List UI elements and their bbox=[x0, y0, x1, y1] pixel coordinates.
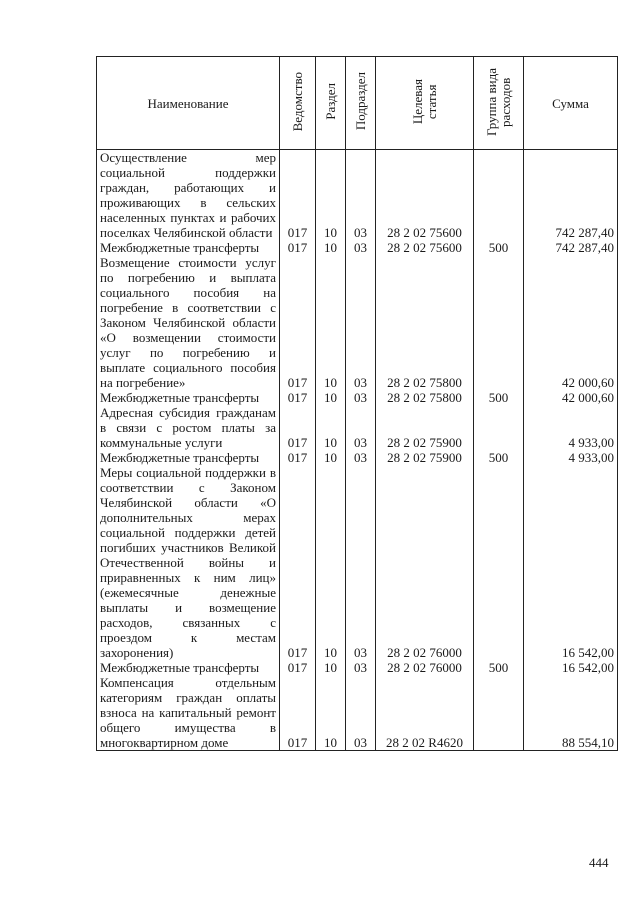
cell-tselevaya-statya: 28 2 02 75600 bbox=[376, 150, 474, 241]
cell-vedomstvo: 017 bbox=[280, 450, 316, 465]
cell-summa: 4 933,00 bbox=[524, 450, 618, 465]
cell-summa: 742 287,40 bbox=[524, 150, 618, 241]
cell-name: Осуществление мер социальной поддержки граждан, работающих и проживающих в сельских населенных пунктах и рабочих поселках Челябинской области bbox=[97, 150, 280, 241]
cell-podrazdel: 03 bbox=[346, 150, 376, 241]
cell-tselevaya-statya: 28 2 02 76000 bbox=[376, 660, 474, 675]
cell-razdel: 10 bbox=[316, 405, 346, 450]
cell-razdel: 10 bbox=[316, 150, 346, 241]
cell-summa: 742 287,40 bbox=[524, 240, 618, 255]
header-podrazdel: Подраздел bbox=[346, 57, 376, 150]
cell-vedomstvo: 017 bbox=[280, 465, 316, 660]
cell-gruppa: 500 bbox=[474, 240, 524, 255]
cell-name: Межбюджетные трансферты bbox=[97, 390, 280, 405]
cell-podrazdel: 03 bbox=[346, 255, 376, 390]
table-row bbox=[97, 255, 618, 390]
cell-name: Межбюджетные трансферты bbox=[97, 660, 280, 675]
cell-summa: 16 542,00 bbox=[524, 660, 618, 675]
cell-podrazdel: 03 bbox=[346, 390, 376, 405]
cell-gruppa bbox=[474, 150, 524, 241]
cell-vedomstvo: 017 bbox=[280, 405, 316, 450]
budget-table bbox=[96, 56, 618, 751]
cell-podrazdel: 03 bbox=[346, 405, 376, 450]
cell-razdel: 10 bbox=[316, 675, 346, 751]
cell-podrazdel: 03 bbox=[346, 675, 376, 751]
table-row bbox=[97, 150, 618, 241]
cell-vedomstvo: 017 bbox=[280, 255, 316, 390]
cell-razdel: 10 bbox=[316, 390, 346, 405]
cell-vedomstvo: 017 bbox=[280, 675, 316, 751]
cell-tselevaya-statya: 28 2 02 75600 bbox=[376, 240, 474, 255]
page-number: 444 bbox=[589, 855, 609, 870]
cell-razdel: 10 bbox=[316, 240, 346, 255]
header-gruppa-vida-raskhodov: Группа вида расходов bbox=[474, 57, 524, 150]
cell-tselevaya-statya: 28 2 02 75900 bbox=[376, 450, 474, 465]
cell-tselevaya-statya: 28 2 02 75800 bbox=[376, 390, 474, 405]
cell-gruppa bbox=[474, 405, 524, 450]
table-row bbox=[97, 390, 618, 405]
cell-gruppa: 500 bbox=[474, 390, 524, 405]
header-razdel: Раздел bbox=[316, 57, 346, 150]
cell-podrazdel: 03 bbox=[346, 450, 376, 465]
cell-razdel: 10 bbox=[316, 450, 346, 465]
cell-tselevaya-statya: 28 2 02 76000 bbox=[376, 465, 474, 660]
table-row bbox=[97, 465, 618, 660]
cell-razdel: 10 bbox=[316, 255, 346, 390]
table-row bbox=[97, 240, 618, 255]
table-row bbox=[97, 450, 618, 465]
header-tselevaya-statya: Целевая статья bbox=[376, 57, 474, 150]
cell-razdel: 10 bbox=[316, 465, 346, 660]
cell-gruppa: 500 bbox=[474, 450, 524, 465]
cell-summa: 16 542,00 bbox=[524, 465, 618, 660]
table-header-row bbox=[97, 57, 618, 150]
cell-vedomstvo: 017 bbox=[280, 240, 316, 255]
cell-vedomstvo: 017 bbox=[280, 150, 316, 241]
header-name: Наименование bbox=[97, 57, 280, 150]
cell-summa: 88 554,10 bbox=[524, 675, 618, 751]
cell-summa: 4 933,00 bbox=[524, 405, 618, 450]
cell-gruppa bbox=[474, 255, 524, 390]
cell-podrazdel: 03 bbox=[346, 660, 376, 675]
cell-tselevaya-statya: 28 2 02 R4620 bbox=[376, 675, 474, 751]
table-row bbox=[97, 405, 618, 450]
cell-vedomstvo: 017 bbox=[280, 390, 316, 405]
cell-name: Меры социальной поддержки в соответствии с Законом Челябинской области «О дополнительных мерах социальной поддержки детей погибших участников Великой Отечественной войны и приравненных к ним лиц» (ежемесячные денежные выплаты и возмещение расходов, связанных с проездом к местам захоронения) bbox=[97, 465, 280, 660]
header-vedomstvo: Ведомство bbox=[280, 57, 316, 150]
cell-podrazdel: 03 bbox=[346, 465, 376, 660]
cell-gruppa bbox=[474, 675, 524, 751]
cell-tselevaya-statya: 28 2 02 75900 bbox=[376, 405, 474, 450]
cell-summa: 42 000,60 bbox=[524, 390, 618, 405]
table-row bbox=[97, 660, 618, 675]
cell-tselevaya-statya: 28 2 02 75800 bbox=[376, 255, 474, 390]
cell-name: Возмещение стоимости услуг по погребению и выплата социального пособия на погребение в соответствии с Законом Челябинской области «О возмещении стоимости услуг по погребению и выплате социального пособия на погребение» bbox=[97, 255, 280, 390]
cell-gruppa: 500 bbox=[474, 660, 524, 675]
cell-vedomstvo: 017 bbox=[280, 660, 316, 675]
cell-name: Адресная субсидия гражданам в связи с ростом платы за коммунальные услуги bbox=[97, 405, 280, 450]
cell-name: Компенсация отдельным категориям граждан оплаты взноса на капитальный ремонт общего имущества в многоквартирном доме bbox=[97, 675, 280, 751]
cell-gruppa bbox=[474, 465, 524, 660]
cell-name: Межбюджетные трансферты bbox=[97, 240, 280, 255]
header-summa: Сумма bbox=[524, 57, 618, 150]
cell-summa: 42 000,60 bbox=[524, 255, 618, 390]
cell-podrazdel: 03 bbox=[346, 240, 376, 255]
cell-razdel: 10 bbox=[316, 660, 346, 675]
cell-name: Межбюджетные трансферты bbox=[97, 450, 280, 465]
table-row bbox=[97, 675, 618, 751]
